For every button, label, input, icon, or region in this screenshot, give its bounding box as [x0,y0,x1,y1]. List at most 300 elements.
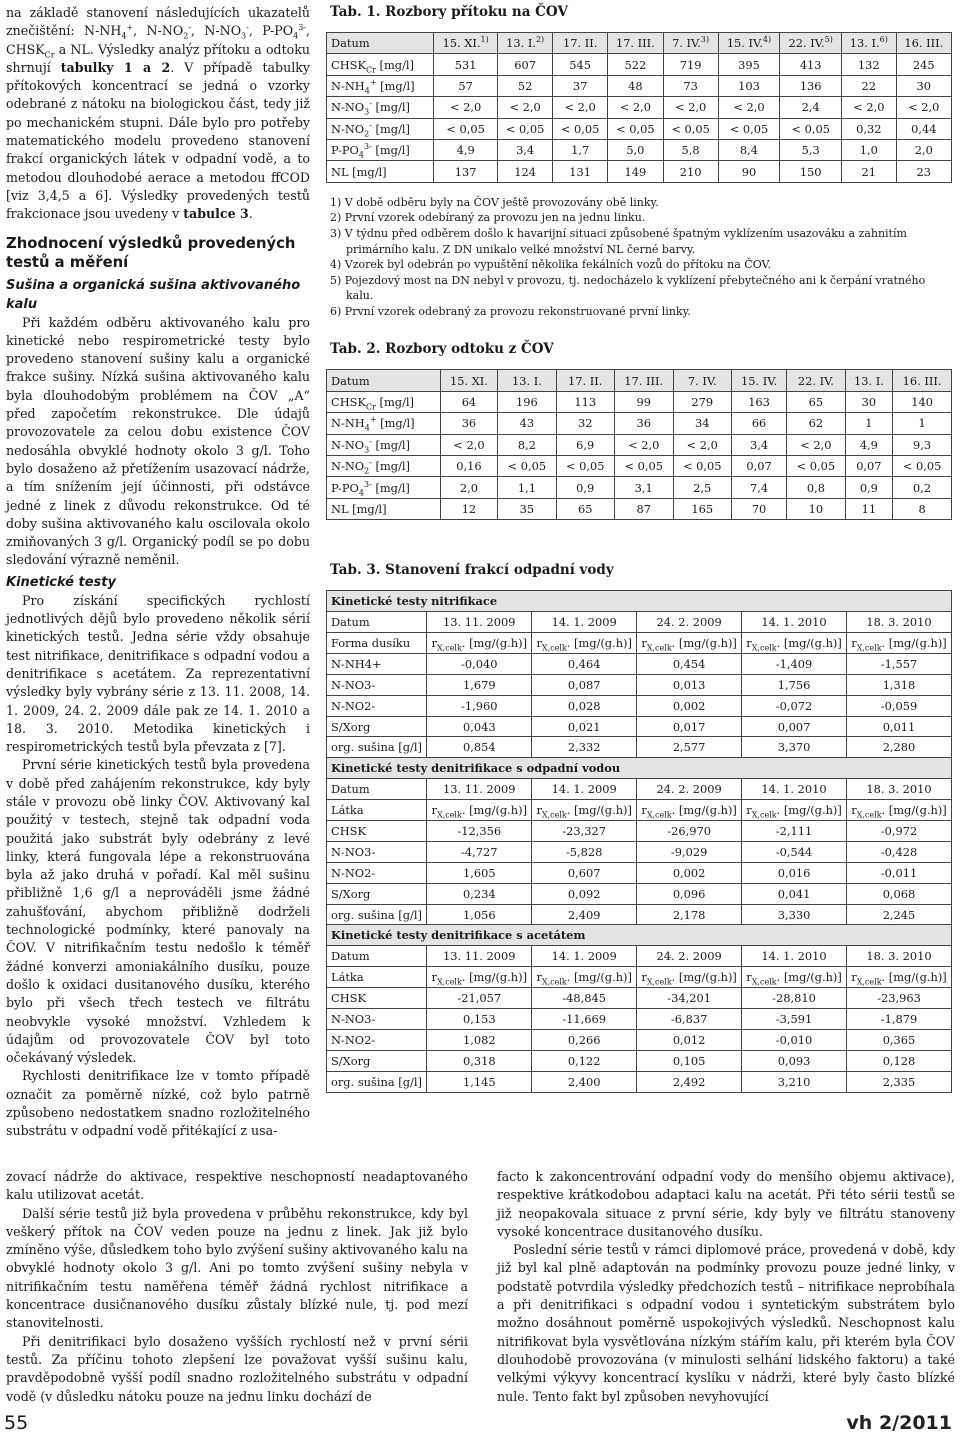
subheading-susina: Sušina a organická sušina aktivovaného kalu [6,277,301,312]
paragraph-prvni-serie: První série kinetických testů byla provedena v době před zahájením rekonstrukce, kdy byly stále v provozu obě linky ČOV. Aktivovaný kal použitý v testech, stejně tak odpadní voda použitá jako substrát byly odebrány z levé linky, která fungovala lépe a rekonstruována byla až jako druhá v pořadí. Kal měl sušinu přibližně 1,6 g/l a neprováděli jsme žádné zahušťování, abychom přibližně dodrželi technologické podmínky, které panovaly na ČOV. V nitrifikačním testu nedošlo k téměř žádné konverzi amoniakálního dusíku, pouze došlo k oxidaci dusitanového dusíku, kterého bylo při všech třech testech ve filtrátu neobvykle vysoké množství. Vzhledem k údajům od provozovatele ČOV byl toto očekávaný výsledek. [6,757,310,1066]
table-cell: 3,370 [742,737,847,758]
unit-row [327,800,952,821]
table-cell: 0,013 [637,674,742,695]
table-cell: 3,330 [742,904,847,925]
unit-row [327,967,952,988]
table-cell: 0,068 [847,883,952,904]
table-cell: 0,2 [893,477,952,498]
row-label: NL [mg/l] [327,161,434,182]
unit-cell: $r_{X,celk}$. [mg/(g.h)] [427,967,532,988]
column-header-date: 13. I.$^{2)}$ [498,33,553,54]
table-cell: -0,010 [742,1029,847,1050]
column-header-date: 16. III. [893,370,952,391]
column-header-date: 15. XI. [440,370,498,391]
paragraph-susina: Při každém odběru aktivovaného kalu pro kinetické nebo respirometrické testy bylo provedeno stanovení sušiny kalu a organické frakce sušiny. Nízká sušina aktivovaného kalu byla dlouhodobým problémem na ČOV „A“ před započetím rekonstrukce. Dle údajů provozovatele za celou dobu existence ČOV nedosáhla obvyklé hodnoty okolo 3 g/l. Toho bylo dosaženo až přetížením usazovací nádrže, a tím snížením její účinnosti, při odstávce jedné z linek z důvodu rekonstrukce. Od té doby sušina aktivovaného kalu oscilovala okolo zmiňovaných 3 g/l. Organický podíl se po dobu sledování výrazně neměnil. [6,314,310,568]
unit-cell: $r_{X,celk}$. [mg/(g.h)] [847,633,952,654]
table-cell: 0,9 [845,477,893,498]
table-cell: 30 [845,391,893,412]
unit-cell: $r_{X,celk}$. [mg/(g.h)] [532,800,637,821]
table-cell: < 0,05 [553,118,608,139]
table-cell: 0,002 [637,862,742,883]
table-row [327,904,952,925]
subheading-kineticke-testy: Kinetické testy [6,574,116,590]
page-number: 55 [4,1412,29,1434]
table-cell: 35 [498,498,556,519]
table-cell: 0,012 [637,1029,742,1050]
row-label: $N-NH_4^+$ [mg/l] [327,75,434,96]
table-cell: < 2,0 [498,97,553,118]
table-row [327,498,952,519]
table-cell: 1,318 [847,674,952,695]
table-row [327,75,952,96]
column-header-date: 15. XI.$^{1)}$ [434,33,498,54]
table-cell: 149 [608,161,663,182]
table-cell: 1 [845,413,893,434]
intro-paragraph: na základě stanovení následujících ukazatelů znečištění: $N-NH_4^+$, $N-NO_2^-$, $N-NO_3^-$, $P-PO_4^{3-}$, $CHSK_{Cr}$ a NL. Výsledky analýz přítoku a odtoku shrnují tabulky 1 a 2. V případě tabulky přítokových koncentrací se jedná o vzorky odebrané z nátoku na biologickou část, tedy již po mechanickém stupni. Dále bylo pro potřeby matematického modelu provedeno stanovení frakcí organických látek v odpadní vodě, a to metodou dlouhodobé aerace a metodou ffCOD [viz 3,4,5 a 6]. Výsledky provedených testů frakcionace jsou uvedeny v tabulce 3. [6,5,310,222]
table-cell: -23,327 [532,821,637,842]
row-label: $N-NO_3^-$ [mg/l] [327,434,441,455]
column-header-date: 15. IV. [731,370,786,391]
column-header-date: 17. II. [556,370,614,391]
column-header-date: 22. IV. [787,370,845,391]
table-cell: 132 [842,54,897,75]
table-row [327,653,952,674]
unit-cell: $r_{X,celk}$. [mg/(g.h)] [427,633,532,654]
unit-row [327,633,952,654]
table-cell: 0,028 [532,695,637,716]
table-cell: < 0,05 [673,456,731,477]
table-cell: 57 [434,75,498,96]
table-cell: 1,056 [427,904,532,925]
row-label: Forma dusíku [327,633,427,654]
row-label: $N-NO_3^-$ [mg/l] [327,97,434,118]
table-cell: 36 [614,413,673,434]
table-cell: 34 [673,413,731,434]
footnote: 3) V týdnu před odběrem došlo k havarijní situaci způsobené špatným vyklízením usazováku a zahnitím primárního kalu. Z DN unikalo velké množství NL černé barvy. [330,226,907,256]
row-label: $P-PO_4^{3-}$ [mg/l] [327,477,441,498]
unit-cell: $r_{X,celk}$. [mg/(g.h)] [847,967,952,988]
table-cell: -4,727 [427,841,532,862]
table-cell: 1,082 [427,1029,532,1050]
table-cell: 7,4 [731,477,786,498]
dates-row [327,612,952,633]
table-cell: 43 [498,413,556,434]
table1-title: Tab. 1. Rozbory přítoku na ČOV [330,4,568,20]
table-cell: 3,210 [742,1071,847,1092]
row-label: N-NH4+ [327,653,427,674]
table-cell: 65 [556,498,614,519]
footnote: 1) V době odběru byly na ČOV ještě provozovány obě linky. [330,195,659,209]
table-cell: 0,017 [637,716,742,737]
table-cell: -1,557 [847,653,952,674]
date-cell: 18. 3. 2010 [847,946,952,967]
group-title: Kinetické testy denitrifikace s odpadní vodou [327,758,952,779]
table-cell: 8 [893,498,952,519]
table-odtok [326,369,952,520]
table-cell: 66 [731,413,786,434]
row-label: S/Xorg [327,716,427,737]
group-header-row [327,925,952,946]
unit-cell: $r_{X,celk}$. [mg/(g.h)] [742,800,847,821]
date-cell: 24. 2. 2009 [637,612,742,633]
table-cell: 2,280 [847,737,952,758]
table-cell: 2,178 [637,904,742,925]
row-label: N-NO3- [327,841,427,862]
table-cell: 113 [556,391,614,412]
table-row [327,139,952,160]
table-row [327,161,952,182]
table-cell: 32 [556,413,614,434]
table-cell: < 2,0 [440,434,498,455]
table-cell: < 2,0 [608,97,663,118]
group-header-row [327,591,952,612]
row-label: $P-PO_4^{3-}$ [mg/l] [327,139,434,160]
table-cell: -0,040 [427,653,532,674]
column-header-date: 13. I. [845,370,893,391]
table-cell: -11,669 [532,1009,637,1030]
table-cell: 395 [718,54,780,75]
table-cell: -0,059 [847,695,952,716]
row-label: Datum [327,612,427,633]
table-cell: 0,365 [847,1029,952,1050]
table-cell: 62 [787,413,845,434]
table-cell: 150 [780,161,842,182]
row-label: org. sušina [g/l] [327,904,427,925]
unit-cell: $r_{X,celk}$. [mg/(g.h)] [637,967,742,988]
table-cell: -0,011 [847,862,952,883]
table-cell: 531 [434,54,498,75]
unit-cell: $r_{X,celk}$. [mg/(g.h)] [742,967,847,988]
table-cell: -3,591 [742,1009,847,1030]
row-label: S/Xorg [327,883,427,904]
table-cell: 4,9 [845,434,893,455]
table-cell: 719 [663,54,718,75]
table-row [327,434,952,455]
table-cell: < 0,05 [556,456,614,477]
column-header-datum: Datum [327,370,441,391]
table-cell: 1,679 [427,674,532,695]
column-header-datum: Datum [327,33,434,54]
table-cell: -0,072 [742,695,847,716]
table-cell: < 0,05 [614,456,673,477]
date-cell: 24. 2. 2009 [637,779,742,800]
table-cell: 5,0 [608,139,663,160]
table-cell: 0,32 [842,118,897,139]
table-row [327,118,952,139]
row-label: Datum [327,946,427,967]
table-cell: 30 [896,75,951,96]
row-label: Látka [327,967,427,988]
row-label: $N-NO_2^-$ [mg/l] [327,456,441,477]
table-cell: 131 [553,161,608,182]
table-cell: 0,092 [532,883,637,904]
table-cell: -26,970 [637,821,742,842]
date-cell: 14. 1. 2009 [532,612,637,633]
table-cell: 1,756 [742,674,847,695]
table-cell: 103 [718,75,780,96]
table-cell: 0,122 [532,1050,637,1071]
table-cell: < 2,0 [553,97,608,118]
table-cell: 10 [787,498,845,519]
footnote: 4) Vzorek byl odebrán po vypuštění několika fekálních vozů do přítoku na ČOV. [330,258,772,272]
table-cell: 12 [440,498,498,519]
date-cell: 14. 1. 2010 [742,779,847,800]
journal-issue: vh 2/2011 [846,1412,952,1434]
table-cell: 1 [893,413,952,434]
table-cell: 0,093 [742,1050,847,1071]
table-cell: 522 [608,54,663,75]
table-cell: 0,153 [427,1009,532,1030]
unit-cell: $r_{X,celk}$. [mg/(g.h)] [532,967,637,988]
row-label: N-NO2- [327,1029,427,1050]
table-cell: 5,8 [663,139,718,160]
date-cell: 24. 2. 2009 [637,946,742,967]
table-header-row [327,370,952,391]
table-cell: 0,087 [532,674,637,695]
table-cell: 3,4 [498,139,553,160]
table-cell: 0,16 [440,456,498,477]
table-cell: 65 [787,391,845,412]
table-cell: < 0,05 [718,118,780,139]
table-cell: 6,9 [556,434,614,455]
table-cell: 0,607 [532,862,637,883]
paragraph-posledni-serie: Poslední série testů v rámci diplomové práce, provedená v době, kdy již byl kal plně adaptován na podmínky provozu pouze jedné linky, v podstatě potvrdila výsledky předchozích testů – nitrifikace neprobíhala a při denitrifikaci s odpadní vodou i syntetickým substrátem bylo možno dosáhnout poměrně uspokojivých výsledků. Neschopnost kalu nitrifikovat byla vysvětlována nízkým stářím kalu, při kterém byla ČOV dlouhodobě provozována (v minulosti selhání lidského faktoru) a také velkými výkyvy koncentrací kyslíku v nádrži, které byly často blízké nule. Tento fakt byl způsoben nevyhovující [497,1242,955,1404]
table-cell: 2,5 [673,477,731,498]
row-label: $N-NO_2^-$ [mg/l] [327,118,434,139]
dates-row [327,946,952,967]
table-cell: 2,335 [847,1071,952,1092]
table-cell: 137 [434,161,498,182]
table-cell: < 0,05 [434,118,498,139]
table-header-row [327,33,952,54]
date-cell: 13. 11. 2009 [427,612,532,633]
footnote: 6) První vzorek odebraný za provozu rekonstruované první linky. [330,304,691,318]
column-header-date: 16. III. [896,33,951,54]
table-cell: 4,9 [434,139,498,160]
row-label: N-NO2- [327,862,427,883]
table-cell: < 2,0 [434,97,498,118]
table-cell: < 2,0 [787,434,845,455]
table1-footnotes [330,195,952,320]
row-label: N-NO3- [327,1009,427,1030]
table-cell: 0,007 [742,716,847,737]
table-cell: 36 [440,413,498,434]
table-cell: 0,041 [742,883,847,904]
date-cell: 18. 3. 2010 [847,612,952,633]
table-cell: < 0,05 [663,118,718,139]
group-title: Kinetické testy denitrifikace s acetátem [327,925,952,946]
table-cell: -0,544 [742,841,847,862]
table-cell: < 2,0 [842,97,897,118]
table-cell: 0,44 [896,118,951,139]
table-cell: -0,972 [847,821,952,842]
table-cell: 1,0 [842,139,897,160]
row-label: N-NO2- [327,695,427,716]
row-label: CHSK [327,821,427,842]
table-frakce [326,590,952,1092]
date-cell: 14. 1. 2010 [742,946,847,967]
table-cell: 73 [663,75,718,96]
table-cell: 1,605 [427,862,532,883]
table-cell: -6,837 [637,1009,742,1030]
group-title: Kinetické testy nitrifikace [327,591,952,612]
paragraph-rychlosti: Rychlosti denitrifikace lze v tomto případě označit za poměrně nízké, což bylo patrně způsobeno nedostatkem snadno rozložitelného substrátu v odpadní vodě přitékající z usa- [6,1068,310,1139]
table-cell: 90 [718,161,780,182]
table-cell: 545 [553,54,608,75]
table-row [327,674,952,695]
table-cell: 99 [614,391,673,412]
table-row [327,456,952,477]
table-row [327,841,952,862]
row-label: $CHSK_{Cr}$ [mg/l] [327,54,434,75]
table-cell: 0,096 [637,883,742,904]
date-cell: 14. 1. 2009 [532,779,637,800]
table2-title: Tab. 2. Rozbory odtoku z ČOV [330,341,554,358]
table-cell: < 2,0 [663,97,718,118]
column-header-date: 7. IV. [673,370,731,391]
paragraph-denitrifikace: Při denitrifikaci bylo dosaženo vyšších rychlostí než v první sérii testů. Za příčinu tohoto zlepšení lze považovat vyšší sušinu kalu, pravděpodobně vyšší podíl snadno rozložitelného substrátu v odpadní vodě (v důsledku nátoku pouze na jednu linku dochází de [6,1333,468,1404]
table3-title: Tab. 3. Stanovení frakcí odpadní vody [330,562,614,579]
table-cell: 2,409 [532,904,637,925]
table-cell: 2,4 [780,97,842,118]
table-cell: -12,356 [427,821,532,842]
table-cell: 9,3 [893,434,952,455]
table-cell: -48,845 [532,988,637,1009]
table-cell: < 0,05 [787,456,845,477]
table-cell: 0,8 [787,477,845,498]
paragraph-kineticke-testy: Pro získání specifických rychlostí jednotlivých dějů bylo provedeno několik sérií kinetických testů. Jedna série vždy obsahuje test nitrifikace, denitrifikace s odpadní vodou a denitrifikace s acetátem. Za reprezentativní výsledky byly vybrány série z 13. 11. 2008, 14. 1. 2009, 24. 2. 2009 dále pak ze 14. 1. 2010 a 18. 3. 2010. Metodika kinetických i respirometrických testů byla převzata z [7]. [6,592,310,755]
column-header-date: 22. IV.$^{5)}$ [780,33,842,54]
table-cell: < 2,0 [614,434,673,455]
table-cell: 64 [440,391,498,412]
column-header-date: 17. III. [614,370,673,391]
table-cell: < 0,05 [498,118,553,139]
table-cell: < 2,0 [718,97,780,118]
column-header-date: 13. I. [498,370,556,391]
table-cell: 0,266 [532,1029,637,1050]
table-cell: 1,145 [427,1071,532,1092]
table-cell: 136 [780,75,842,96]
row-label: N-NO3- [327,674,427,695]
table-cell: -9,029 [637,841,742,862]
table-cell: 0,07 [731,456,786,477]
row-label: org. sušina [g/l] [327,737,427,758]
table-cell: 2,332 [532,737,637,758]
table-cell: 607 [498,54,553,75]
table-cell: -2,111 [742,821,847,842]
table-row [327,54,952,75]
table-cell: 196 [498,391,556,412]
column-header-date: 13. I.$^{6)}$ [842,33,897,54]
column-header-date: 15. IV.$^{4)}$ [718,33,780,54]
table-row [327,988,952,1009]
table-row [327,716,952,737]
table-cell: 87 [614,498,673,519]
table-cell: 140 [893,391,952,412]
table-cell: 37 [553,75,608,96]
table-cell: 1,7 [553,139,608,160]
table-cell: 22 [842,75,897,96]
table-cell: 8,4 [718,139,780,160]
table-cell: 23 [896,161,951,182]
table-row [327,1050,952,1071]
footnote: 2) První vzorek odebíraný za provozu jen na jednu linku. [330,211,646,225]
table-cell: 3,4 [731,434,786,455]
table-cell: 5,3 [780,139,842,160]
column-header-date: 7. IV.$^{3)}$ [663,33,718,54]
table-cell: 2,0 [896,139,951,160]
table-cell: 0,002 [637,695,742,716]
right-column [326,4,952,1093]
table-cell: < 0,05 [893,456,952,477]
table-cell: 124 [498,161,553,182]
dates-row [327,779,952,800]
unit-cell: $r_{X,celk}$. [mg/(g.h)] [847,800,952,821]
row-label: Látka [327,800,427,821]
section-heading: Zhodnocení výsledků provedených testů a měření [6,234,296,271]
table-row [327,737,952,758]
table-cell: -5,828 [532,841,637,862]
table-cell: 0,128 [847,1050,952,1071]
table-row [327,413,952,434]
paragraph-dalsi-serie: Další série testů již byla provedena v průběhu rekonstrukce, kdy byl veškerý přítok na ČOV veden pouze na jednu z linek. Jak již bylo zmíněno výše, důsledkem toho bylo zvýšení sušiny aktivovaného kalu na obvyklé hodnoty okolo 3 g/l. Ani po tomto zvýšení sušiny nebyla v nitrifikačním testu naměřena téměř žádná rychlost nitrifikace a koncentrace dusičnanového dusíku zůstaly blízké nule, tj. pod mezí stanovitelnosti. [6,1205,468,1331]
table-cell: -21,057 [427,988,532,1009]
table-cell: 210 [663,161,718,182]
row-label: $N-NH_4^+$ [mg/l] [327,413,441,434]
table-cell: -28,810 [742,988,847,1009]
table-cell: 0,234 [427,883,532,904]
table-cell: -1,409 [742,653,847,674]
unit-cell: $r_{X,celk}$. [mg/(g.h)] [637,800,742,821]
paragraph-zovaci: zovací nádrže do aktivace, respektive neschopností neadaptovaného kalu utilizovat acetát. [6,1169,468,1203]
table-cell: < 0,05 [498,456,556,477]
table-cell: 11 [845,498,893,519]
left-column [6,4,310,1141]
table-cell: < 2,0 [896,97,951,118]
table-cell: 413 [780,54,842,75]
table-cell: 165 [673,498,731,519]
table-cell: 0,021 [532,716,637,737]
table-cell: -0,428 [847,841,952,862]
date-cell: 13. 11. 2009 [427,946,532,967]
table-row [327,391,952,412]
table-cell: 2,0 [440,477,498,498]
row-label: NL [mg/l] [327,498,441,519]
table-cell: -1,960 [427,695,532,716]
unit-cell: $r_{X,celk}$. [mg/(g.h)] [637,633,742,654]
unit-cell: $r_{X,celk}$. [mg/(g.h)] [742,633,847,654]
table-cell: 0,464 [532,653,637,674]
table-cell: 0,07 [845,456,893,477]
table-cell: 2,492 [637,1071,742,1092]
column-header-date: 17. II. [553,33,608,54]
table-cell: 0,454 [637,653,742,674]
table-cell: -1,879 [847,1009,952,1030]
column-header-date: 17. III. [608,33,663,54]
row-label: CHSK [327,988,427,1009]
group-header-row [327,758,952,779]
table-row [327,477,952,498]
table-cell: 0,011 [847,716,952,737]
table-row [327,883,952,904]
table-cell: 0,854 [427,737,532,758]
table-cell: < 0,05 [608,118,663,139]
date-cell: 13. 11. 2009 [427,779,532,800]
date-cell: 14. 1. 2010 [742,612,847,633]
table-cell: 21 [842,161,897,182]
date-cell: 14. 1. 2009 [532,946,637,967]
table-cell: 2,245 [847,904,952,925]
